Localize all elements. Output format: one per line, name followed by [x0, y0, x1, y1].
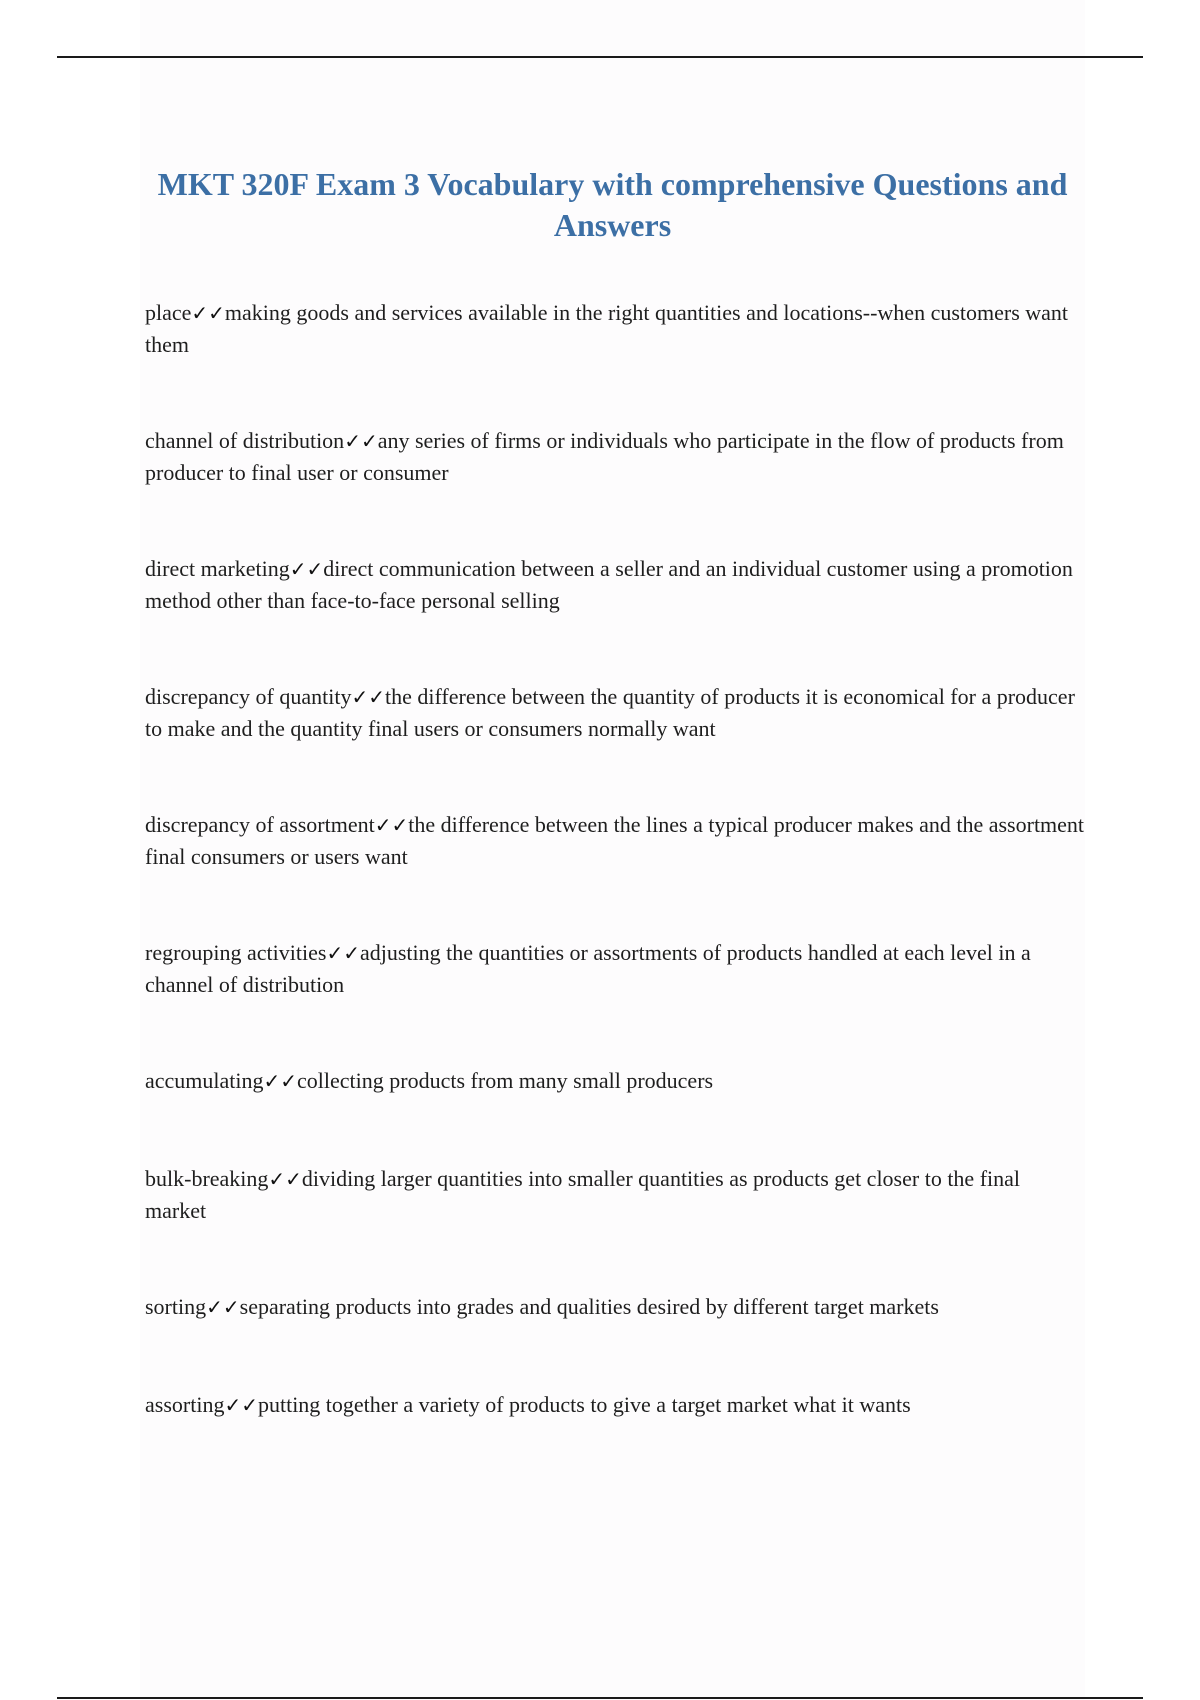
double-check-icon: ✓✓	[326, 941, 360, 965]
double-check-icon: ✓✓	[206, 1295, 240, 1319]
double-check-icon: ✓✓	[351, 685, 386, 709]
vocab-term: bulk-breaking	[145, 1166, 269, 1191]
vocab-entry	[145, 1389, 1085, 1421]
vocab-definition: making goods and services available in the right quantities and locations--when customers want them	[145, 300, 1069, 357]
vocab-definition: the difference between the quantity of products it is economical for a producer to make and the quantity final users or consumers normally want	[145, 684, 1075, 741]
vocab-term: place	[145, 300, 192, 325]
top-rule	[57, 56, 1143, 58]
vocab-term: direct marketing	[145, 556, 290, 581]
vocab-definition: dividing larger quantities into smaller quantities as products get closer to the final market	[145, 1166, 1021, 1223]
double-check-icon: ✓✓	[224, 1393, 258, 1417]
double-check-icon: ✓✓	[374, 813, 409, 837]
double-check-icon: ✓✓	[268, 1167, 302, 1191]
double-check-icon: ✓✓	[289, 557, 324, 581]
double-check-icon: ✓✓	[263, 1069, 298, 1093]
vocab-entry	[145, 681, 1085, 744]
vocab-entry	[145, 1291, 1085, 1323]
vocab-definition: any series of firms or individuals who participate in the flow of products from producer to final user or consumer	[145, 428, 1064, 485]
vocab-definition: separating products into grades and qualities desired by different target markets	[239, 1294, 939, 1319]
double-check-icon: ✓✓	[344, 429, 378, 453]
double-check-icon: ✓✓	[191, 301, 225, 325]
vocab-definition: the difference between the lines a typical producer makes and the assortment final consumers or users want	[145, 812, 1085, 869]
vocab-term: regrouping activities	[145, 940, 327, 965]
vocabulary-list	[145, 297, 1085, 1421]
vocab-term: sorting	[145, 1294, 207, 1319]
vocab-definition: direct communication between a seller and an individual customer using a promotion method other than face-to-face personal selling	[145, 556, 1073, 613]
vocab-term: channel of distribution	[145, 428, 345, 453]
vocab-entry	[145, 809, 1085, 872]
vocab-term: discrepancy of assortment	[145, 812, 375, 837]
vocab-entry	[145, 937, 1085, 1000]
vocab-entry	[145, 297, 1085, 360]
vocab-term: discrepancy of quantity	[145, 684, 352, 709]
vocab-definition: adjusting the quantities or assortments of products handled at each level in a channel of distribution	[145, 940, 1031, 997]
vocab-entry	[145, 553, 1085, 616]
vocab-entry	[145, 1065, 1085, 1097]
vocab-term: assorting	[145, 1392, 225, 1417]
vocab-definition: putting together a variety of products to give a target market what it wants	[257, 1392, 911, 1417]
vocab-entry	[145, 425, 1085, 488]
document-title: MKT 320F Exam 3 Vocabulary with comprehensive Questions and Answers	[157, 166, 1068, 243]
bottom-rule	[57, 1697, 1143, 1699]
vocab-definition: collecting products from many small producers	[297, 1068, 714, 1093]
vocab-term: accumulating	[145, 1068, 264, 1093]
vocab-entry	[145, 1163, 1085, 1226]
